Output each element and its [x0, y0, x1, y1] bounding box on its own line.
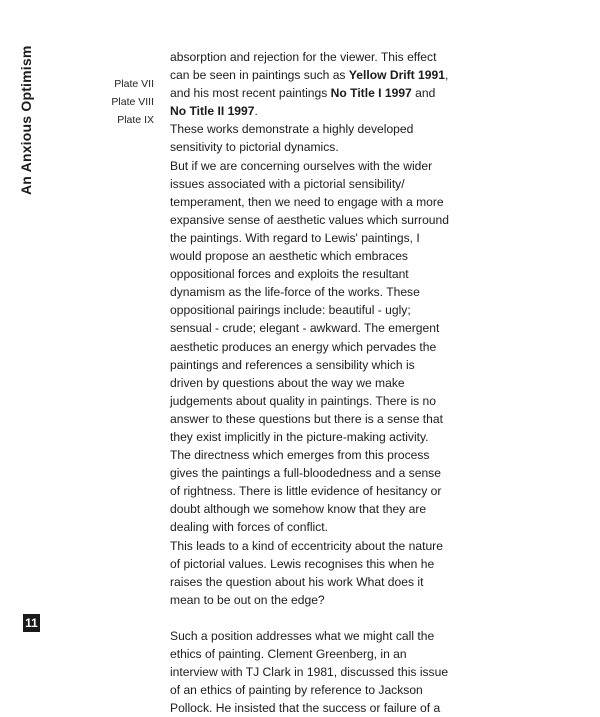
paragraph: These works demonstrate a highly developed sensitivity to pictorial dynamics.: [170, 122, 414, 155]
paragraph: The directness which emerges from this process gives the paintings a full-bloodedness and a sense of rightness. There is little evidence of hesitancy or doubt although we somehow know that they are dealing with forces of conflict.: [170, 448, 442, 535]
paragraph-text: and: [411, 86, 436, 101]
page-number: 11: [23, 614, 40, 632]
artwork-title: No Title I 1997: [330, 86, 412, 101]
plate-ref: Plate IX: [117, 114, 154, 126]
body-text: [170, 48, 450, 717]
paragraph: Such a position addresses what we might call the ethics of painting. Clement Greenberg, in an interview with TJ Clark in 1981, discussed this issue of an ethics of painting by reference to Jackson Pollock. He insisted that the success or failure of a: [170, 628, 449, 716]
paragraph: [170, 48, 450, 120]
paragraph-text: absorption and rejection for the viewer. This effect can be seen in paintings such as: [170, 50, 437, 83]
plate-references: [100, 75, 154, 129]
paragraph: This leads to a kind of eccentricity about the nature of pictorial values. Lewis recognises this when he raises the question about his work What does it mean to be out on the edge?: [170, 538, 443, 607]
artwork-title: Yellow Drift 1991: [348, 68, 445, 83]
plate-ref: Plate VII: [114, 78, 154, 90]
paragraph: But if we are concerning ourselves with the wider issues associated with a pictorial sensibility/ temperament, then we need to engage with a more expansive sense of aesthetic values which surround the paintings. With regard to Lewis' paintings, I would propose an aesthetic which embraces oppositional forces and exploits the resultant dynamism as the life-force of the works. These oppositional pairings include: beautiful - ugly; sensual - crude; elegant - awkward. The emergent aesthetic produces an energy which pervades the paintings and references a sensibility which is driven by questions about the way we make judgements about quality in paintings. There is no answer to these questions but there is a sense that they exist implicitly in the picture-making activity.: [170, 158, 449, 444]
paragraph-text: , and his most recent paintings: [170, 68, 449, 101]
running-title: An Anxious Optimism: [18, 45, 34, 195]
artwork-title: No Title II 1997: [170, 104, 255, 119]
plate-ref: Plate VIII: [111, 96, 154, 108]
paragraph-text: .: [254, 104, 258, 119]
